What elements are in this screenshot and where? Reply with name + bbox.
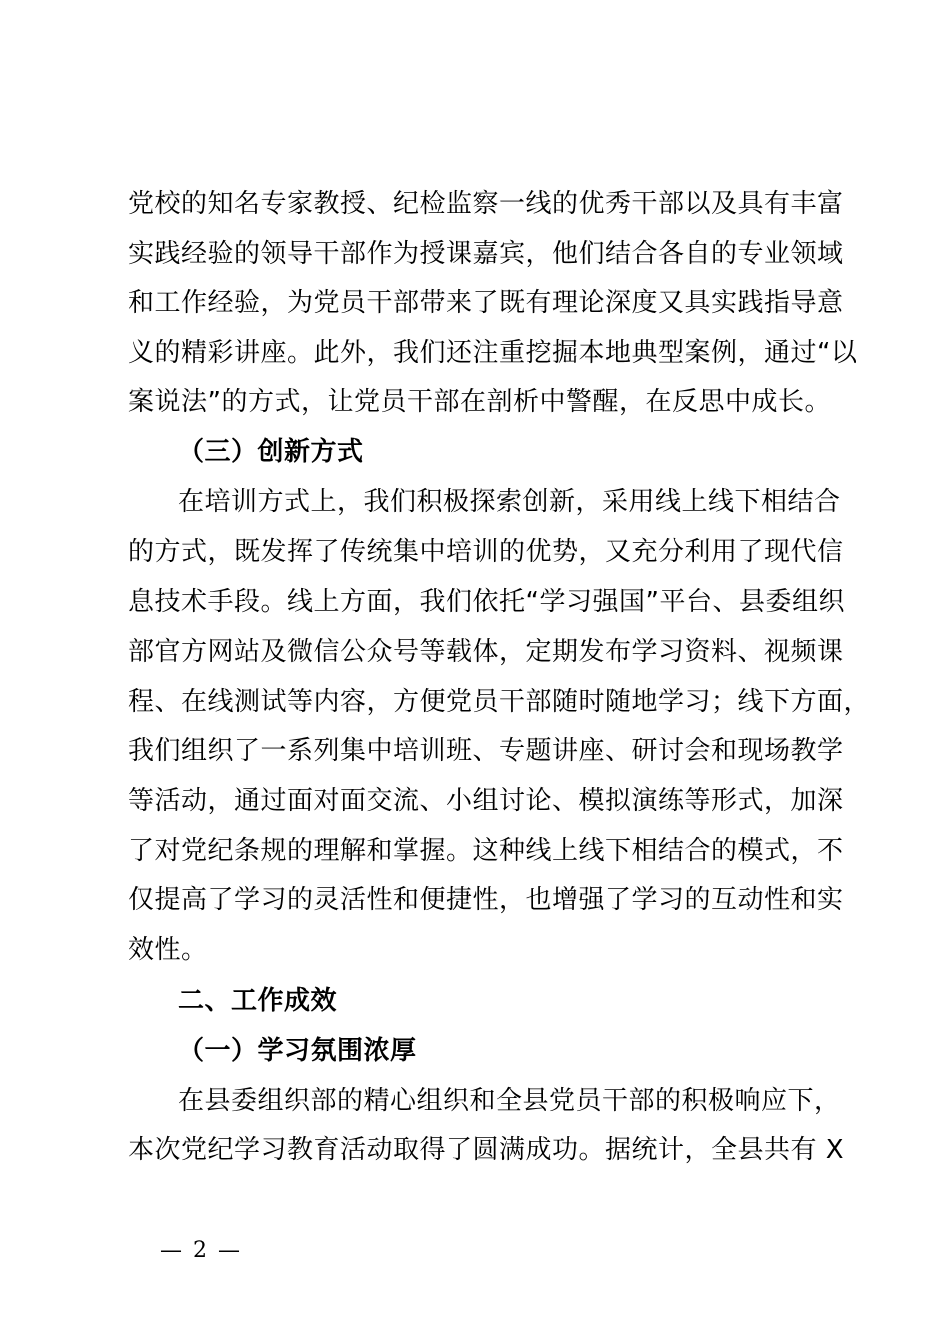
paragraph-line: 效性。 <box>128 935 208 965</box>
paragraph-line: 案说法”的方式，让党员干部在剖析中警醒，在反思中成长。 <box>128 387 831 417</box>
paragraph-line: 党校的知名专家教授、纪检监察一线的优秀干部以及具有丰富 <box>128 189 844 219</box>
paragraph-line: 等活动，通过面对面交流、小组讨论、模拟演练等形式，加深 <box>128 786 844 816</box>
chapter-heading: 二、工作成效 <box>178 986 338 1016</box>
paragraph-line: 程、在线测试等内容，方便党员干部随时随地学习；线下方面， <box>128 687 871 717</box>
section-heading: （三）创新方式 <box>178 437 364 467</box>
paragraph-line: 息技术手段。线上方面，我们依托“学习强国”平台、县委组织 <box>128 587 845 617</box>
paragraph-line: 在培训方式上，我们积极探索创新，采用线上线下相结合 <box>178 487 841 517</box>
paragraph-line: 的方式，既发挥了传统集中培训的优势，又充分利用了现代信 <box>128 537 844 567</box>
paragraph-line: 本次党纪学习教育活动取得了圆满成功。据统计，全县共有 X <box>128 1135 845 1165</box>
paragraph-line: 仅提高了学习的灵活性和便捷性，也增强了学习的互动性和实 <box>128 885 844 915</box>
paragraph-line: 部官方网站及微信公众号等载体，定期发布学习资料、视频课 <box>128 637 844 667</box>
paragraph-line: 义的精彩讲座。此外，我们还注重挖掘本地典型案例，通过“以 <box>128 338 858 368</box>
paragraph-line: 在县委组织部的精心组织和全县党员干部的积极响应下， <box>178 1086 841 1116</box>
page-number: — 2 — <box>160 1238 242 1263</box>
paragraph-line: 了对党纪条规的理解和掌握。这种线上线下相结合的模式，不 <box>128 836 844 866</box>
paragraph-line: 和工作经验，为党员干部带来了既有理论深度又具实践指导意 <box>128 288 844 318</box>
section-heading: （一）学习氛围浓厚 <box>178 1036 417 1066</box>
paragraph-line: 实践经验的领导干部作为授课嘉宾，他们结合各自的专业领域 <box>128 239 844 269</box>
paragraph-line: 我们组织了一系列集中培训班、专题讲座、研讨会和现场教学 <box>128 736 844 766</box>
